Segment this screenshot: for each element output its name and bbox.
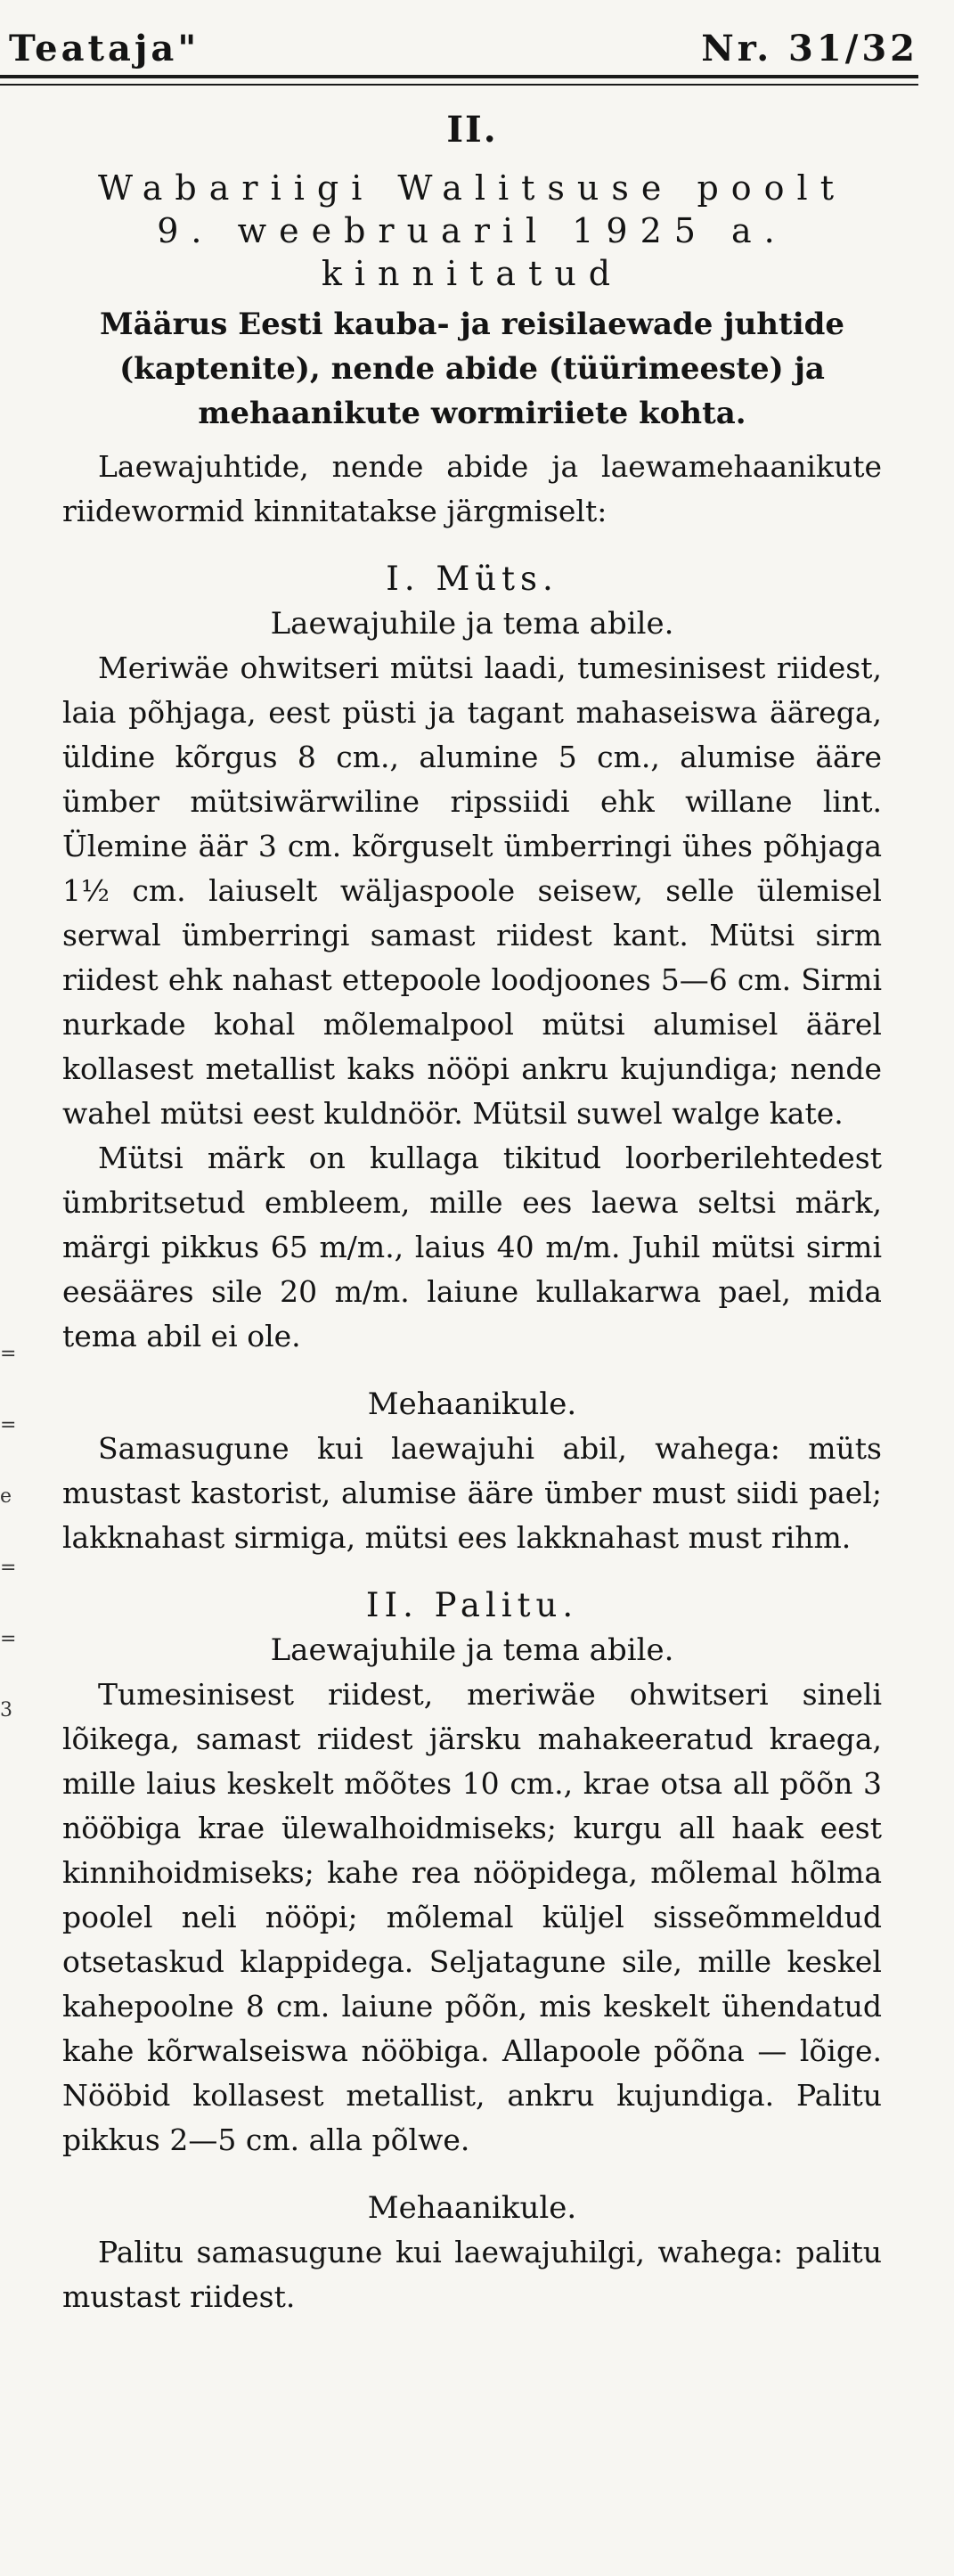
margin-mark: = — [0, 1343, 17, 1365]
part1-heading: I. Müts. — [386, 560, 559, 598]
margin-mark: = — [0, 1557, 17, 1579]
section-number: II. — [446, 109, 498, 151]
part2-subheading-mechanic: Mehaanikule. — [367, 2190, 577, 2226]
part1-paragraph-2: Mütsi märk on kullaga tikitud loorberilehtedest ümbritsetud embleem, mille ees laewa seltsi märk, märgi pikkus 65 m/m., laius 40 m/m. Juhil mütsi sirmi eesääres sile 20 m/m. laiune kullakarwa pael, mida tema abil ei ole. — [62, 1141, 882, 1353]
intro-paragraph: Laewajuhtide, nende abide ja laewamehaanikute riidewormid kinnitatakse järgmiselt: — [62, 449, 882, 528]
authority-line-2: 9. weebruaril 1925 a. kinnitatud — [157, 211, 787, 293]
issue-number: Nr. 31/32 — [701, 28, 918, 70]
margin-mark: = — [0, 1414, 17, 1436]
regulation-title: Määrus Eesti kauba- ja reisilaewade juhtide (kaptenite), nende abide (tüürimeeste) ja mehaanikute wormiriiete kohta. — [99, 307, 845, 431]
left-margin-marks — [0, 1319, 20, 1746]
publication-name: Teataja" — [9, 28, 200, 70]
part2-subheading-captain: Laewajuhile ja tema abile. — [270, 1632, 674, 1668]
part1-subheading-mechanic: Mehaanikule. — [367, 1386, 577, 1422]
part2-paragraph-1: Tumesinisest riidest, meriwäe ohwitseri sineli lõikega, samast riidest järsku mahakeeratud kraega, mille laius keskelt mõõtes 10 cm., krae otsa all põõn 3 nööbiga krae ülewalhoidmiseks; kurgu all haak eest kinnihoidmiseks; kahe rea nööpidega, mõlemal hõlma poolel neli nööpi; mõlemal küljel sisseõmmeldud otsetaskud klappidega. Seljatagune sile, mille keskel kahepoolne 8 cm. laiune põõn, mis keskelt ühendatud kahe kõrwalseiswa nööbiga. Allapoole põõna — lõige. Nööbid kollasest metallist, ankru kujundiga. Palitu pikkus 2—5 cm. alla põlwe. — [62, 1677, 882, 2157]
article-column — [62, 98, 882, 2319]
part1-paragraph-1: Meriwäe ohwitseri mütsi laadi, tumesinisest riidest, laia põhjaga, eest püsti ja tagant mahaseiswa äärega, üldine kõrgus 8 cm., alumine 5 cm., alumise ääre ümber mütsiwärwiline ripssiidi ehk willane lint. Ülemine äär 3 cm. kõrguselt ümberringi ühes põhjaga 1½ cm. laiuselt wäljaspoole seisew, selle ülemisel serwal ümberringi samast riidest kant. Mütsi sirm riidest ehk nahast ettepoole loodjoones 5—6 cm. Sirmi nurkade kohal mõlemalpool mütsi alumisel äärel kollasest metallist kaks nööpi ankru kujundiga; nende wahel mütsi eest kuldnöör. Mütsil suwel walge kate. — [62, 650, 882, 1131]
margin-mark: 3 — [0, 1699, 12, 1721]
margin-mark: e — [0, 1485, 12, 1508]
part2-paragraph-2: Palitu samasugune kui laewajuhilgi, wahega: palitu mustast riidest. — [62, 2235, 882, 2314]
margin-mark: = — [0, 1628, 17, 1650]
header-rule — [0, 75, 918, 78]
part1-subheading-captain: Laewajuhile ja tema abile. — [270, 606, 674, 642]
page-header — [9, 16, 918, 70]
part2-heading: II. Palitu. — [365, 1586, 579, 1624]
part1-paragraph-3: Samasugune kui laewajuhi abil, wahega: müts mustast kastorist, alumise ääre ümber must siidi pael; lakknahast sirmiga, mütsi ees lakknahast must rihm. — [62, 1431, 882, 1555]
header-rule-thin — [0, 84, 918, 86]
authority-line-1: Wabariigi Walitsuse poolt — [98, 168, 846, 208]
